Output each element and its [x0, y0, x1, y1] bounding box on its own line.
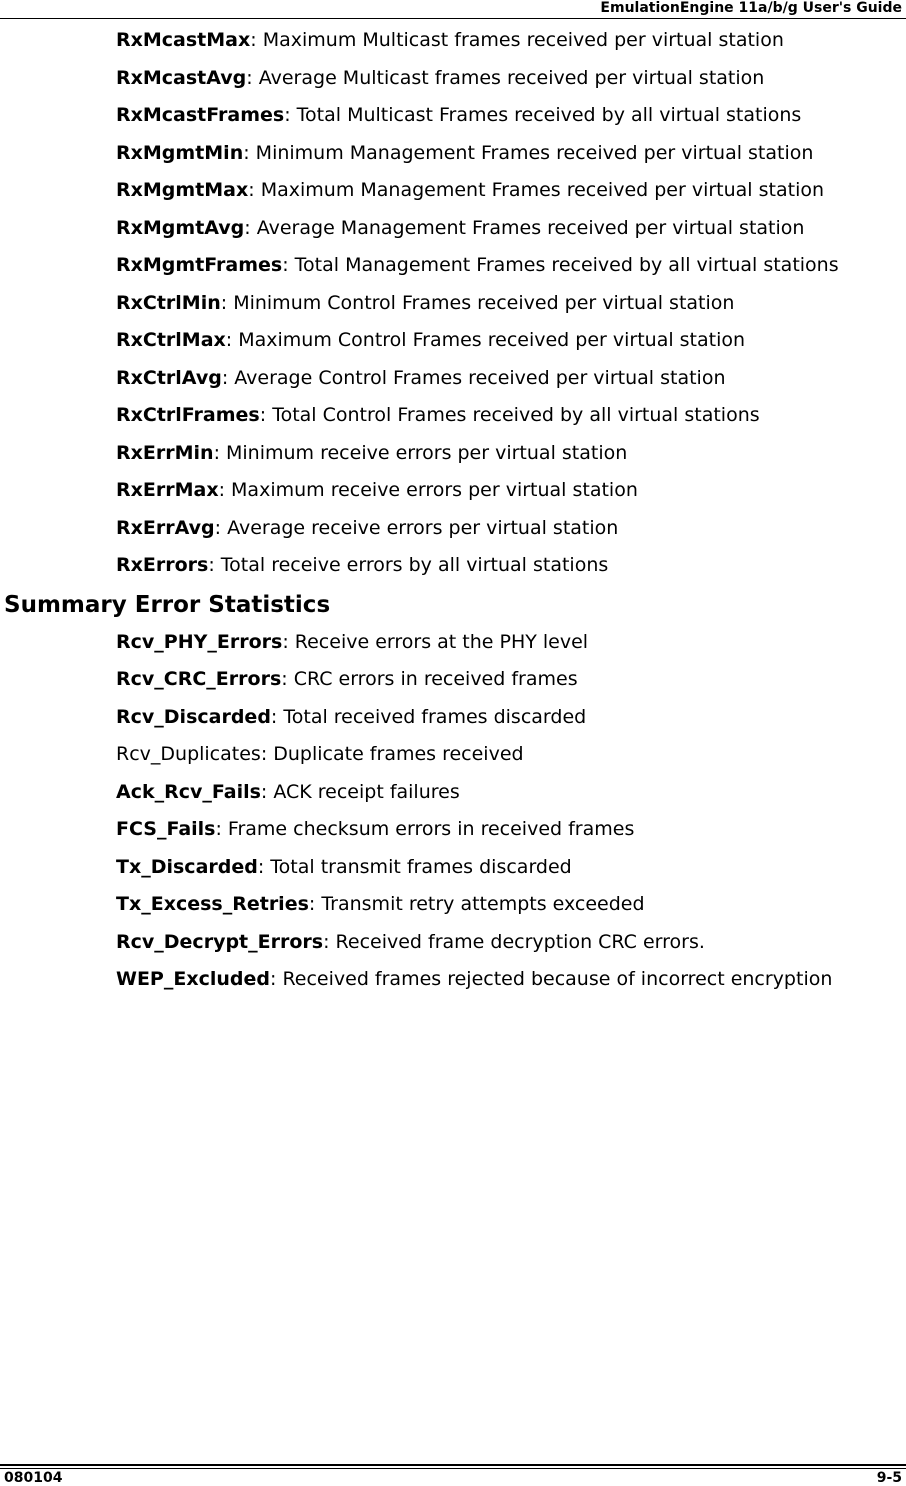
- definition-term: Rcv_Duplicates: [116, 743, 261, 765]
- definition-entry: [116, 104, 896, 126]
- definition-term: RxErrors: [116, 554, 209, 576]
- definition-entry: [116, 142, 896, 164]
- definition-term: RxMgmtAvg: [116, 216, 245, 239]
- definition-term: Tx_Discarded: [116, 855, 258, 878]
- definition-description: : Average receive errors per virtual station: [214, 516, 619, 539]
- definition-entry: [116, 29, 896, 51]
- definition-term: RxErrMin: [116, 441, 214, 464]
- definition-entry: [116, 179, 896, 201]
- definition-description: : Average Management Frames received per virtual station: [244, 216, 805, 239]
- definition-entry: [116, 217, 896, 239]
- definition-term: RxMcastAvg: [116, 66, 247, 89]
- definition-entry: [116, 743, 896, 765]
- definition-term: Rcv_PHY_Errors: [116, 630, 283, 653]
- definition-entry: [116, 856, 896, 878]
- definition-description: : Minimum Management Frames received per virtual station: [243, 141, 814, 164]
- definition-description: : Total Control Frames received by all virtual stations: [259, 404, 760, 426]
- definition-description: : Transmit retry attempts exceeded: [308, 893, 645, 915]
- definition-description: : Frame checksum errors in received frames: [215, 818, 635, 840]
- definition-entry: [116, 706, 896, 728]
- definition-description: : Total Multicast Frames received by all virtual stations: [284, 104, 802, 126]
- definition-term: Rcv_CRC_Errors: [116, 668, 282, 690]
- definition-term: RxMcastFrames: [116, 104, 285, 126]
- document-number: 080104: [4, 1470, 63, 1486]
- definition-entry: [116, 781, 896, 803]
- definition-description: : Receive errors at the PHY level: [282, 630, 589, 653]
- definition-entry: [116, 442, 896, 464]
- definition-entry: [116, 404, 896, 426]
- definition-description: : Maximum Control Frames received per virtual station: [225, 329, 746, 351]
- definition-entry: [116, 329, 896, 351]
- definition-description: : Maximum Management Frames received per virtual station: [248, 179, 825, 201]
- definition-description: : Minimum receive errors per virtual station: [213, 441, 628, 464]
- section-heading: Summary Error Statistics: [4, 591, 331, 618]
- definition-term: WEP_Excluded: [116, 968, 270, 990]
- definition-entry: [116, 893, 896, 915]
- definition-description: : Duplicate frames received: [260, 743, 524, 765]
- definition-term: RxCtrlMax: [116, 329, 226, 351]
- definition-entry: [116, 479, 896, 501]
- definition-term: FCS_Fails: [116, 818, 216, 840]
- definition-description: : Average Multicast frames received per virtual station: [246, 66, 765, 89]
- definition-term: RxMgmtMin: [116, 141, 244, 164]
- definition-description: : Total received frames discarded: [270, 705, 587, 728]
- definition-term: Rcv_Discarded: [116, 705, 271, 728]
- definition-term: RxErrMax: [116, 479, 219, 501]
- definition-term: RxCtrlMin: [116, 291, 221, 314]
- definition-entry: [116, 631, 896, 653]
- definition-entry: [116, 292, 896, 314]
- definition-entry: [116, 818, 896, 840]
- definition-entry: [116, 517, 896, 539]
- definition-entry: [116, 67, 896, 89]
- definition-description: : ACK receipt failures: [260, 780, 460, 803]
- definition-entry: [116, 254, 896, 276]
- definition-description: : Total receive errors by all virtual stations: [208, 554, 609, 576]
- definition-term: RxErrAvg: [116, 516, 215, 539]
- definition-term: RxCtrlAvg: [116, 366, 222, 389]
- definition-description: : Average Control Frames received per virtual station: [221, 366, 726, 389]
- definition-term: RxCtrlFrames: [116, 404, 260, 426]
- definition-entry: [116, 367, 896, 389]
- page-number: 9-5: [876, 1470, 902, 1486]
- definition-description: : Total transmit frames discarded: [257, 855, 572, 878]
- definition-term: Tx_Excess_Retries: [116, 893, 309, 915]
- definition-description: : Total Management Frames received by all virtual stations: [282, 254, 839, 276]
- definition-term: Ack_Rcv_Fails: [116, 780, 261, 803]
- definition-entry: [116, 554, 896, 576]
- footer-rule: [0, 1468, 906, 1469]
- document-title: EmulationEngine 11a/b/g User's Guide: [600, 0, 902, 16]
- definition-entry: [116, 668, 896, 690]
- definition-description: : Minimum Control Frames received per virtual station: [220, 291, 735, 314]
- header-rule: [0, 18, 906, 19]
- definition-term: RxMgmtMax: [116, 179, 249, 201]
- definition-description: : Received frame decryption CRC errors.: [323, 930, 705, 953]
- definition-description: : Maximum Multicast frames received per virtual station: [250, 29, 784, 51]
- definition-term: RxMgmtFrames: [116, 254, 283, 276]
- definition-description: : Received frames rejected because of incorrect encryption: [270, 968, 833, 990]
- definition-description: : Maximum receive errors per virtual station: [218, 479, 638, 501]
- definition-entry: [116, 968, 896, 990]
- definition-description: : CRC errors in received frames: [281, 668, 578, 690]
- definition-term: RxMcastMax: [116, 29, 251, 51]
- page-body: [0, 29, 906, 1006]
- definition-term: Rcv_Decrypt_Errors: [116, 930, 324, 953]
- footer-rule: [0, 1464, 906, 1466]
- definition-entry: [116, 931, 896, 953]
